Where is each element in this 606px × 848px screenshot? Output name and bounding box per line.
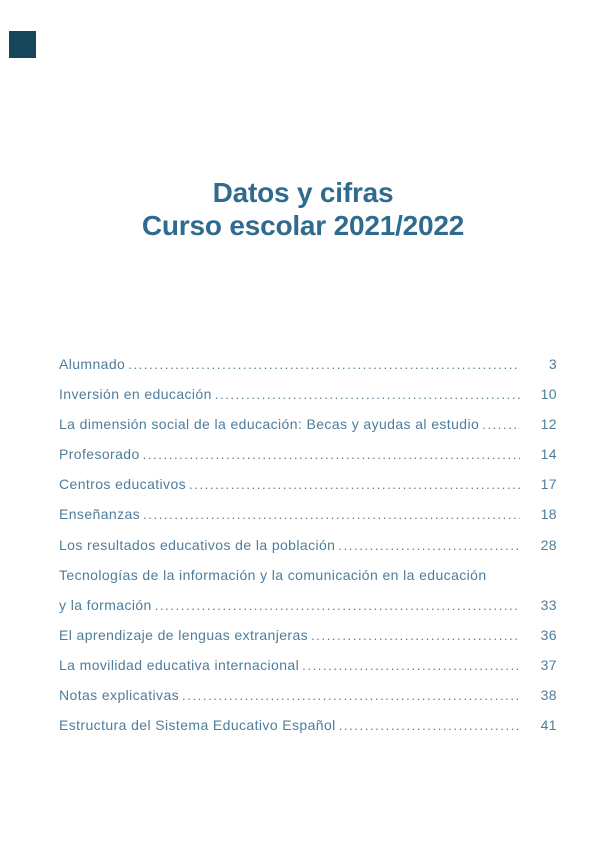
toc-row-inversion [59,386,557,416]
toc-row-centros [59,476,557,506]
dot-leader [338,537,520,553]
toc-row-movilidad [59,657,557,687]
dot-leader [182,687,520,703]
toc-entry-label: Notas explicativas [59,687,180,704]
toc-entry-label: Estructura del Sistema Educativo Español [59,717,336,734]
toc-row-tecnologias-line2 [59,597,557,627]
dot-leader [143,446,520,462]
dot-leader [302,657,520,673]
toc-row-dimension-social [59,416,557,446]
toc-entry-label: Los resultados educativos de la población [59,536,336,553]
toc-entry-label: Alumnado [59,356,126,372]
dot-leader [155,597,520,613]
toc-page-number: 41 [540,717,557,734]
toc-page-number: 37 [540,656,557,673]
toc-page-number: 28 [540,536,557,553]
toc-row-notas [59,687,557,717]
dot-leader [189,476,520,492]
toc-row-estructura [59,717,557,747]
dot-leader [215,386,520,402]
dot-leader [128,356,520,372]
toc-page-number: 33 [540,596,557,613]
toc-page-number: 12 [540,416,557,433]
title-line-1: Datos y cifras [212,177,394,208]
dot-leader [311,627,520,643]
toc-entry-label: y la formación [59,596,152,613]
page-title [0,176,606,242]
table-of-contents [59,356,557,747]
title-line-2: Curso escolar 2021/2022 [141,210,465,241]
toc-entry-label: Centros educativos [59,476,187,493]
toc-row-resultados [59,537,557,567]
dot-leader [143,506,520,522]
toc-page-number: 3 [548,356,557,372]
toc-page-number: 38 [540,687,557,704]
toc-entry-label: La dimensión social de la educación: Becas y ayudas al estudio [59,416,480,433]
toc-page-number: 14 [540,446,557,463]
toc-page-number: 17 [540,476,557,493]
toc-entry-label: Inversión en educación [59,386,212,403]
toc-entry-label: Profesorado [59,446,140,463]
toc-row-lenguas [59,627,557,657]
toc-row-tecnologias-line1 [59,567,557,597]
toc-page-number: 36 [540,626,557,643]
toc-entry-label: Enseñanzas [59,506,141,523]
toc-entry-label: El aprendizaje de lenguas extranjeras [59,626,309,643]
dot-leader [339,717,520,733]
logo-square [9,31,36,58]
toc-page-number: 18 [540,506,557,523]
dot-leader [482,416,520,432]
toc-entry-label: Tecnologías de la información y la comunicación en la educación [59,566,487,583]
toc-page-number: 10 [540,386,557,403]
toc-entry-label: La movilidad educativa internacional [59,656,300,673]
toc-row-alumnado [59,356,557,386]
toc-row-profesorado [59,446,557,476]
toc-row-ensenanzas [59,506,557,536]
